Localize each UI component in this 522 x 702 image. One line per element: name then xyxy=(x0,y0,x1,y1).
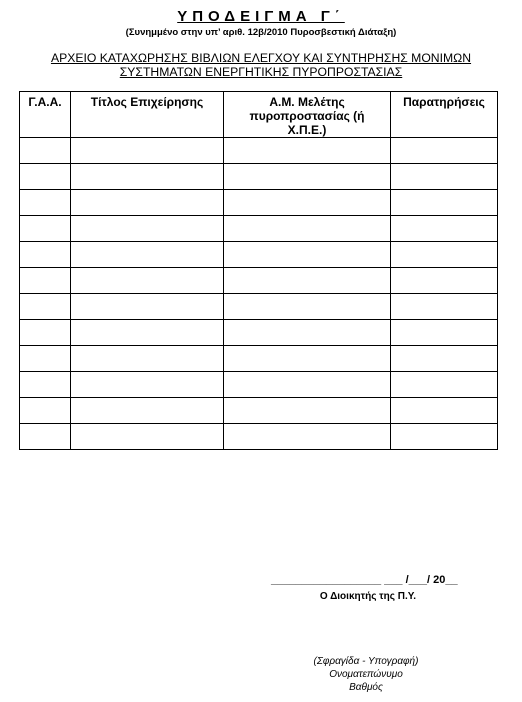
column-header-remarks: Παρατηρήσεις xyxy=(391,92,498,138)
table-cell[interactable] xyxy=(20,190,71,216)
table-row xyxy=(20,242,498,268)
table-row xyxy=(20,372,498,398)
table-cell[interactable] xyxy=(71,424,224,450)
name-label: Ονοματεπώνυμο xyxy=(329,669,403,680)
table-cell[interactable] xyxy=(224,294,391,320)
column-header-gaa: Γ.Α.Α. xyxy=(20,92,71,138)
table-cell[interactable] xyxy=(391,424,498,450)
table-cell[interactable] xyxy=(224,268,391,294)
table-cell[interactable] xyxy=(224,320,391,346)
table-cell[interactable] xyxy=(20,216,71,242)
table-cell[interactable] xyxy=(20,294,71,320)
signature-role: Ο Διοικητής της Π.Υ. xyxy=(319,591,417,602)
rank-label: Βαθμός xyxy=(349,682,383,693)
table-cell[interactable] xyxy=(224,424,391,450)
table-cell[interactable] xyxy=(224,190,391,216)
page-title: ΥΠΟΔΕΙΓΜΑ Γ΄ xyxy=(177,8,345,25)
table-cell[interactable] xyxy=(391,190,498,216)
table-cell[interactable] xyxy=(391,398,498,424)
table-cell[interactable] xyxy=(391,216,498,242)
table-row xyxy=(20,164,498,190)
table-cell[interactable] xyxy=(391,294,498,320)
table-cell[interactable] xyxy=(71,294,224,320)
table-row xyxy=(20,346,498,372)
table-row xyxy=(20,424,498,450)
table-row xyxy=(20,294,498,320)
table-cell[interactable] xyxy=(71,216,224,242)
table-cell[interactable] xyxy=(224,242,391,268)
table-cell[interactable] xyxy=(71,242,224,268)
table-row xyxy=(20,190,498,216)
table-cell[interactable] xyxy=(20,424,71,450)
table-cell[interactable] xyxy=(20,346,71,372)
column-header-study-number: Α.Μ. Μελέτης πυροπροστασίας (ή Χ.Π.Ε.) xyxy=(224,92,391,138)
document-title-line-1: ΑΡΧΕΙΟ ΚΑΤΑΧΩΡΗΣΗΣ ΒΙΒΛΙΩΝ ΕΛΕΓΧΟΥ ΚΑΙ ΣΥΝΤΗΡΗΣΗΣ ΜΟΝΙΜΩΝ xyxy=(50,51,472,65)
table-cell[interactable] xyxy=(224,372,391,398)
table-cell[interactable] xyxy=(20,372,71,398)
table-cell[interactable] xyxy=(224,216,391,242)
table-cell[interactable] xyxy=(391,164,498,190)
table-cell[interactable] xyxy=(71,164,224,190)
table-row xyxy=(20,216,498,242)
table-cell[interactable] xyxy=(71,346,224,372)
column-header-business-title: Τίτλος Επιχείρησης xyxy=(71,92,224,138)
table-cell[interactable] xyxy=(20,242,71,268)
table-cell[interactable] xyxy=(20,268,71,294)
table-cell[interactable] xyxy=(391,138,498,164)
table-cell[interactable] xyxy=(391,320,498,346)
table-cell[interactable] xyxy=(20,398,71,424)
table-cell[interactable] xyxy=(224,346,391,372)
table-cell[interactable] xyxy=(71,320,224,346)
table-cell[interactable] xyxy=(224,138,391,164)
table-cell[interactable] xyxy=(71,372,224,398)
table-cell[interactable] xyxy=(20,164,71,190)
table-row xyxy=(20,320,498,346)
document-title-line-2: ΣΥΣΤΗΜΑΤΩΝ ΕΝΕΡΓΗΤΙΚΗΣ ΠΥΡΟΠΡΟΣΤΑΣΙΑΣ xyxy=(119,65,403,79)
table-cell[interactable] xyxy=(71,190,224,216)
table-row xyxy=(20,138,498,164)
register-table xyxy=(19,91,498,450)
table-cell[interactable] xyxy=(71,268,224,294)
stamp-label: (Σφραγίδα - Υπογραφή) xyxy=(313,656,419,667)
table-cell[interactable] xyxy=(391,242,498,268)
signature-date-line: __________________ ___ /___/ 20__ xyxy=(271,574,458,586)
table-row xyxy=(20,268,498,294)
table-cell[interactable] xyxy=(71,138,224,164)
table-cell[interactable] xyxy=(391,346,498,372)
table-row xyxy=(20,398,498,424)
table-cell[interactable] xyxy=(391,372,498,398)
table-cell[interactable] xyxy=(20,138,71,164)
table-cell[interactable] xyxy=(71,398,224,424)
table-body xyxy=(20,138,498,450)
stamp-block xyxy=(268,655,464,694)
table-cell[interactable] xyxy=(224,398,391,424)
table-cell[interactable] xyxy=(391,268,498,294)
page-subtitle: (Συνημμένο στην υπ’ αριθ. 12β/2010 Πυροσβεστική Διάταξη) xyxy=(125,27,397,38)
table-cell[interactable] xyxy=(20,320,71,346)
table-header-row xyxy=(20,92,498,138)
document-title xyxy=(0,51,522,79)
table-cell[interactable] xyxy=(224,164,391,190)
